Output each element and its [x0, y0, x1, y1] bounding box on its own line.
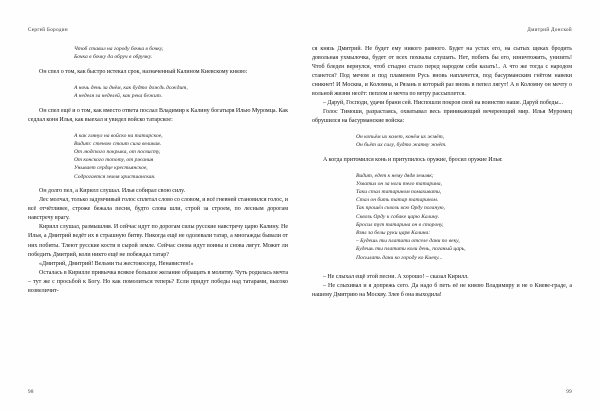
paragraph: А когда притомился конь и притупилось оружие, бросил оружие Илья:: [323, 157, 503, 164]
verse-line: Стал он бить татар татарином.: [356, 197, 439, 204]
paragraph: Кирилл слушал, размышляя. И сейчас идут по дорогам силы русские навстречу царю Калину. Не Илья, а Дмитрий ведёт их в страшную битву. Никогда ещё не одолевали татар, а многажды бывали от них побиты. Тлеют русские кости в сырой земле. Сейчас снова идут воины и снова лягут. Может ли победить Дмитрий, коли никто ещё не побеждал татар?: [28, 224, 288, 258]
verse-line: Он бьёт их силу, будто жатву жнёт.: [356, 142, 447, 149]
page-number-left: 98: [28, 389, 34, 395]
verse-line: От людского покрыка, от посвисту,: [74, 148, 161, 155]
paragraph: Он спел ещё и о том, как вместо ответа послал Владимир к Калину богатыря Илью Муромца. Как седлал коня Илья, как выехал и увидел войско татарское:: [28, 107, 288, 123]
verse-line: Унывает сердце крестьянское,: [74, 165, 148, 172]
verse-line: Ухватил он за ноги тело татарина,: [356, 180, 442, 187]
paragraph: ся князь Дмитрий. Не будет ему никого равного. Будет на устах его, на сытых щеках бродить довольная ухмылочка, будет от всех похвалы слушать. Нет, побить бы его, изничтожить, унизить! Чтоб бледен вернулся, чтоб стыдно стало перед народом себя казать!.. А что же тогда с народом станется? Под мечом и под пламенем Русь вновь наплачется, под басурманским гнётом навеки сникнет! И Москва, и Коломна, и Рязань в который раз вновь в пепел лягут! А в Коломну он мечту о вольной жизни несёт: пеплом и мечта по ветру рассыплется.: [312, 46, 572, 98]
verse-line: Бочка в бочку да обруч в обручку.: [74, 54, 153, 61]
paragraph: Он спел о том, как быстро истекал срок, назначенный Калином Киевскому князю:: [39, 69, 248, 76]
right-page-text-column: [312, 45, 572, 300]
paragraph: Лес молчал, только задумчивый голос сплетал слово со словом, и всё гневней становился голос, и всё отчётливее, строже бежала песня, будто слова шли, строй за строем, по лесным дорогам навстречу врагу.: [28, 197, 289, 222]
paragraph: Осталась в Кирилле привычка всякое большое желание обращать в молитву. Чуть родилась мечта – тут же с просьбой к Богу. Но как помолиться теперь? Если придут победы над татарами, высоко возвеличит-: [28, 269, 288, 294]
verse-block: [312, 133, 572, 150]
paragraph: – Не слыхивал и я допрежь сего. Да надо б петь её не князю Владимиру и не о Киеве-граде, а нашему Дмитрию на Москву. Злее б она выходила!: [312, 282, 572, 298]
paragraph: – Не слыхал ещё этой песни. А хорошо! – сказал Кирилл.: [323, 273, 469, 280]
verse-block: [28, 84, 288, 101]
page-number-right: 99: [566, 389, 572, 395]
running-head-right: Дмитрий Донской: [527, 27, 572, 33]
verse-line: Будешь ты платити коли день, поганый царь,: [356, 246, 466, 253]
running-head-left: Сергей Бородин: [28, 27, 68, 33]
right-page: [300, 0, 600, 411]
verse-line: Посылать дани ко городу ко Киеву...: [356, 254, 443, 261]
verse-line: А неделя за неделей, как река бежит.: [74, 93, 163, 100]
verse-line: – Будешь ты платити отселе дани по веку,: [356, 238, 460, 245]
verse-line: Видит: стеною стоит сила великая.: [74, 140, 162, 147]
verse-block: [28, 45, 288, 62]
verse-block: [312, 172, 572, 262]
verse-line: Видит, едет к нему дядя земляк;: [356, 172, 434, 179]
verse-line: Он копьём их колет, конём их жмёт,: [356, 133, 445, 140]
verse-line: Взял за белы руки царя Калина:: [356, 230, 431, 237]
verse-line: Содрогается земля христианская.: [74, 173, 156, 180]
verse-line: Сквозь Орду к собаке царю Калину.: [356, 213, 440, 220]
verse-block: [28, 132, 288, 181]
paragraph: Он долго пел, а Кирилл слушал. Илья собирал свою силу.: [39, 188, 186, 195]
left-page-text-column: [28, 45, 288, 296]
paragraph: – Даруй, Господи, удачи брани сей. Ниспошли покров свой на воинство наше. Даруй победы...: [323, 100, 563, 107]
verse-line: Таки стал татарином помахивати,: [356, 189, 442, 196]
verse-line: От конского топоту, от ржания: [74, 157, 154, 164]
paragraph: Голос Тимоши, разрастаясь, охватывал весь приникающий вечереющий мир. Илья Муромец обрушился на басурманские войска:: [312, 109, 572, 125]
verse-line: Бросил тут татарина он в сторону,: [356, 221, 444, 228]
verse-line: А ночь день за днём, как будто дождь дождит,: [74, 84, 188, 91]
verse-line: А как глянул на войско на татарское,: [74, 132, 163, 139]
verse-line: Так прошёл сквозь всю Орду поганую,: [356, 205, 445, 212]
verse-line: Чтоб ставил на городу бочка в бочку,: [74, 46, 164, 52]
paragraph: «Дмитрий, Дмитрий! Вельми ты жестокосерд. Ненавистен!»: [39, 260, 194, 267]
